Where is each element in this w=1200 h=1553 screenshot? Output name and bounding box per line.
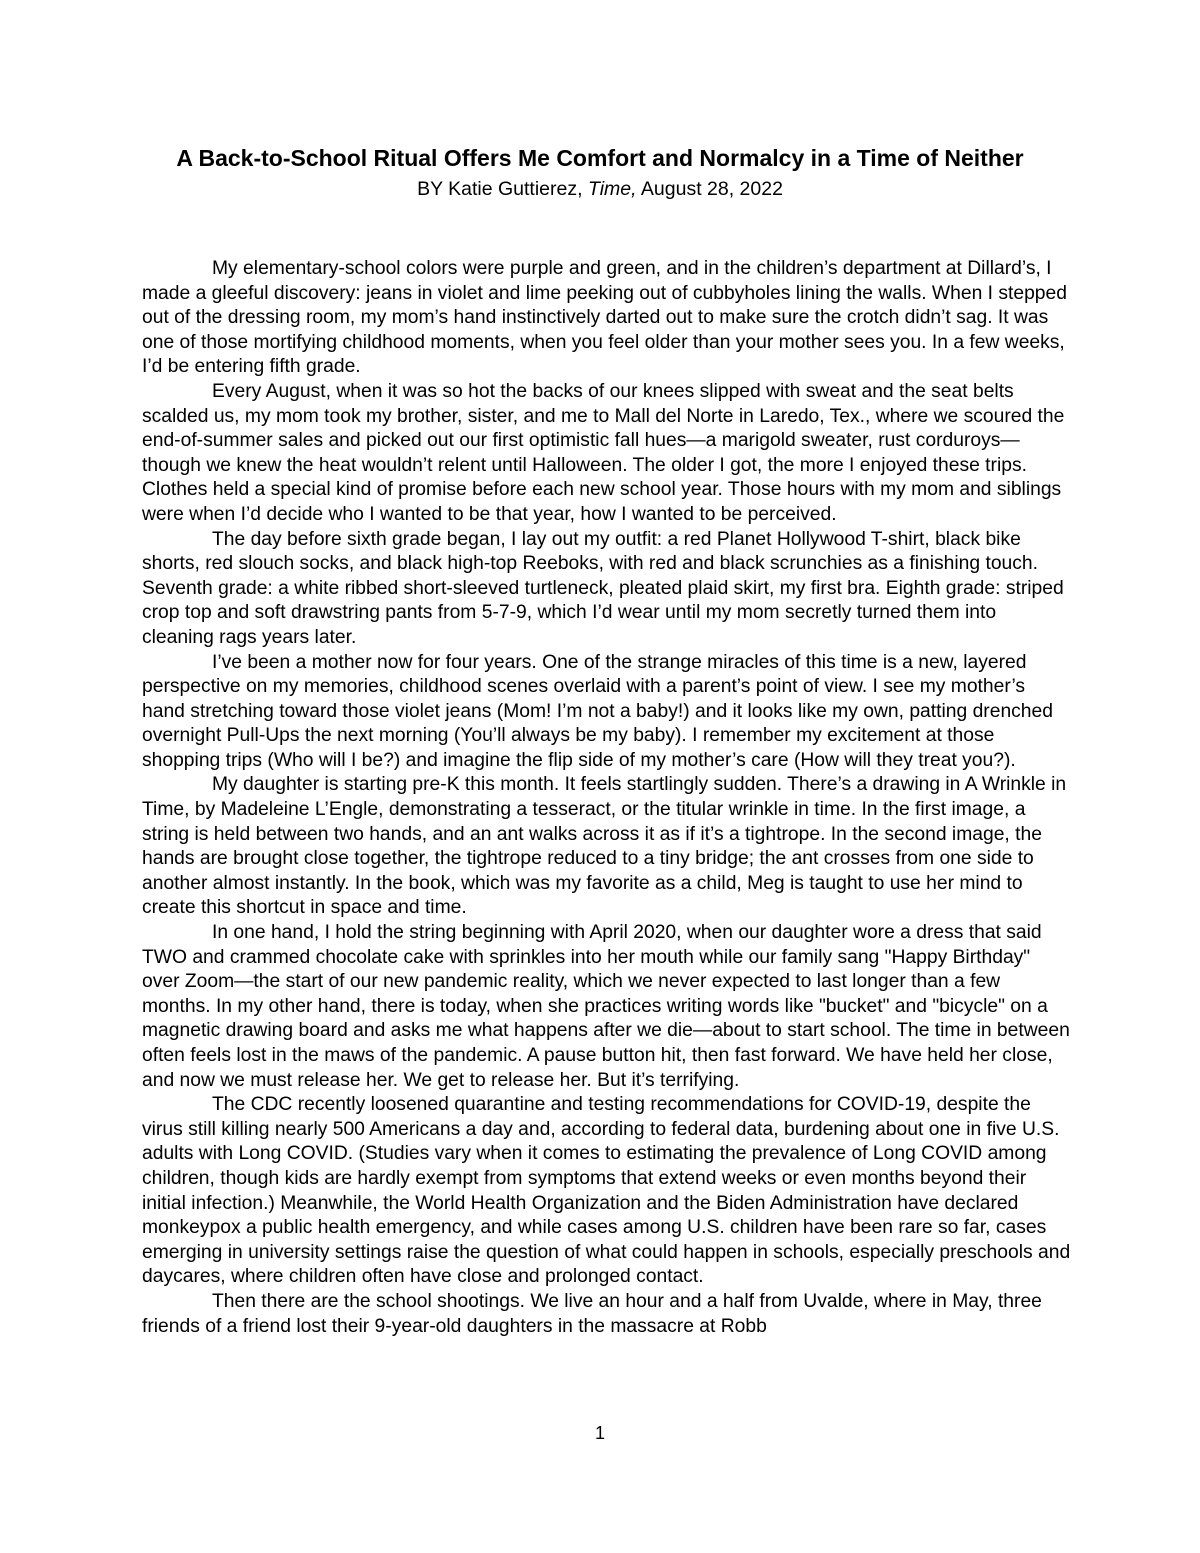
byline [140,176,1060,202]
paragraph: Every August, when it was so hot the backs of our knees slipped with sweat and the seat belts scalded us, my mom took my brother, sister, and me to Mall del Norte in Laredo, Tex., where we scoured the end-of-summer sales and picked out our first optimistic fall hues—a marigold sweater, rust corduroys—though we knew the heat wouldn’t relent until Halloween. The older I got, the more I enjoyed these trips. Clothes held a special kind of promise before each new school year. Those hours with my mom and siblings were when I’d decide who I wanted to be that year, how I wanted to be perceived. [142,380,1065,525]
paragraph: The day before sixth grade began, I lay out my outfit: a red Planet Hollywood T-shirt, black bike shorts, red slouch socks, and black high-top Reeboks, with red and black scrunchies as a finishing touch. Seventh grade: a white ribbed short-sleeved turtleneck, pleated plaid skirt, my first bra. Eighth grade: striped crop top and soft drawstring pants from 5-7-9, which I’d wear until my mom secretly turned them into cleaning rags years later. [142,528,1064,648]
paragraph: My elementary-school colors were purple and green, and in the children’s department at Dillard’s, I made a gleeful discovery: jeans in violet and lime peeking out of cubbyholes lining the walls. When I stepped out of the dressing room, my mom’s hand instinctively darted out to make sure the crotch didn’t sag. It was one of those mortifying childhood moments, when you feel older than your mother sees you. In a few weeks, I’d be entering fifth grade. [142,258,1067,378]
article-body [142,257,1072,1339]
paragraph: I’ve been a mother now for four years. One of the strange miracles of this time is a new, layered perspective on my memories, childhood scenes overlaid with a parent’s point of view. I see my mother’s hand stretching toward those violet jeans (Mom! I’m not a baby!) and it looks like my own, patting drenched overnight Pull-Ups the next morning (You’ll always be my baby). I remember my excitement at those shopping trips (Who will I be?) and imagine the flip side of my mother’s care (How will they treat you?). [142,651,1053,771]
byline-author: BY Katie Guttierez, [417,178,588,200]
byline-publication: Time, [587,178,637,200]
paragraph: In one hand, I hold the string beginning with April 2020, when our daughter wore a dress that said TWO and crammed chocolate cake with sprinkles into her mouth while our family sang "Happy Birthday" over Zoom—the start of our new pandemic reality, which we never expected to last longer than a few months. In my other hand, there is today, when she practices writing words like "bucket" and "bicycle" on a magnetic drawing board and asks me what happens after we die—about to start school. The time in between often feels lost in the maws of the pandemic. A pause button hit, then fast forward. We have held her close, and now we must release her. We get to release her. But it’s terrifying. [142,922,1070,1091]
article-title: A Back-to-School Ritual Offers Me Comfort and Normalcy in a Time of Neither [176,145,1024,171]
paragraph: The CDC recently loosened quarantine and testing recommendations for COVID-19, despite the virus still killing nearly 500 Americans a day and, according to federal data, burdening about one in five U.S. adults with Long COVID. (Studies vary when it comes to estimating the prevalence of Long COVID among children, though kids are hardly exempt from symptoms that extend weeks or even months beyond their initial infection.) Meanwhile, the World Health Organization and the Biden Administration have declared monkeypox a public health emergency, and while cases among U.S. children have been rare so far, cases emerging in university settings raise the question of what could happen in schools, especially preschools and daycares, where children often have close and prolonged contact. [142,1094,1071,1288]
paragraph: My daughter is starting pre-K this month. It feels startlingly sudden. There’s a drawing in A Wrinkle in Time, by Madeleine L’Engle, demonstrating a tesseract, or the titular wrinkle in time. In the first image, a string is held between two hands, and an ant walks across it as if it’s a tightrope. In the second image, the hands are brought close together, the tightrope reduced to a tiny bridge; the ant crosses from one side to another almost instantly. In the book, which was my favorite as a child, Meg is taught to use her mind to create this shortcut in space and time. [142,774,1067,919]
header [140,143,1060,202]
byline-date: August 28, 2022 [636,178,783,200]
paragraph: Then there are the school shootings. We live an hour and a half from Uvalde, where in May, three friends of a friend lost their 9-year-old daughters in the massacre at Robb [142,1290,1042,1337]
page-number: 1 [594,1423,605,1443]
